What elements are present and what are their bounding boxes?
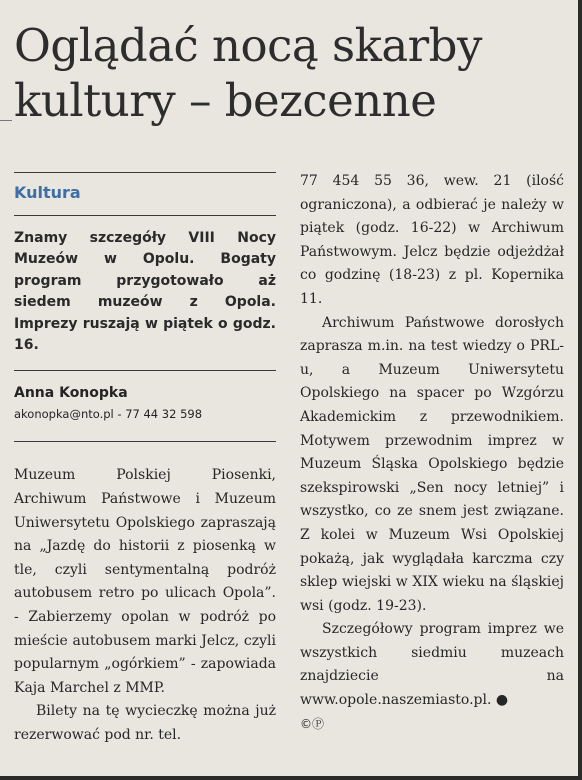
body-paragraph: 77 454 55 36, wew. 21 (ilość ograniczona), a odbierać je należy w piątek (godz. 16-22) w Archiwum Państwowym. Jelcz będzie odjeżdżał co godzinę (18-23) z pl. Kopernika 11. (300, 173, 564, 307)
headline-line-1: Oglądać nocą skarby (14, 19, 482, 72)
right-column (300, 170, 564, 732)
author-name: Anna Konopka (14, 385, 128, 402)
section-top-rule (14, 172, 276, 173)
body-paragraph: Muzeum Polskiej Piosenki, Archiwum Państwowe i Muzeum Uniwersytetu Opolskiego zapraszają na „Jazdę do historii z piosenką w tle, czyli sentymentalną podróż autobusem retro po ulicach Opola”. - Zabierzemy opolan w podróż po mieście autobusem marki Jelcz, czyli popularnym „ogórkiem” - zapowiada Kaja Marchel z MMP. (14, 467, 276, 696)
left-column (14, 172, 276, 748)
author-rule (14, 370, 276, 371)
body-paragraph: Bilety na tę wycieczkę można już rezerwować pod nr. tel. (14, 703, 276, 743)
copyright-mark: ©Ⓟ (300, 716, 325, 731)
article-lead: Znamy szczegóły VIII Nocy Muzeów w Opolu. Bogaty program przygotowało aż siedem muzeów z Opola. Imprezy ruszają w piątek o godz. 16. (14, 230, 276, 354)
section-bottom-rule (14, 215, 276, 216)
headline-line-2: kultury – bezcenne (14, 74, 437, 127)
author-contact: akonopka@nto.pl - 77 44 32 598 (14, 407, 203, 422)
end-bullet-icon: ● (495, 692, 509, 709)
section-label: Kultura (14, 183, 81, 202)
scan-edge-mark (0, 120, 12, 121)
body-paragraph: Archiwum Państwowe dorosłych zaprasza m.in. na test wiedzy o PRL-u, a Muzeum Uniwersytetu Opolskiego na spacer po Wzgórzu Akademickim z przewodnikiem. Motywem przewodnim imprez w Muzeum Śląska Opolskiego będzie szekspirowski „Sen nocy letniej” i wszystko, co ze snem jest związane. Z kolei w Muzeum Wsi Opolskiej pokażą, jak wyglądała karczma czy sklep wiejski w XIX wieku na śląskiej wsi (godz. 19-23). (300, 314, 564, 614)
article-headline (14, 18, 574, 128)
left-body-text (14, 464, 276, 747)
closing-paragraph-text: Szczegółowy program imprez we wszystkich siedmiu muzeach znajdziecie na www.opole.naszemiasto.pl. (300, 621, 564, 709)
body-rule (14, 441, 276, 442)
body-paragraph (300, 618, 564, 712)
right-body-text (300, 170, 564, 713)
